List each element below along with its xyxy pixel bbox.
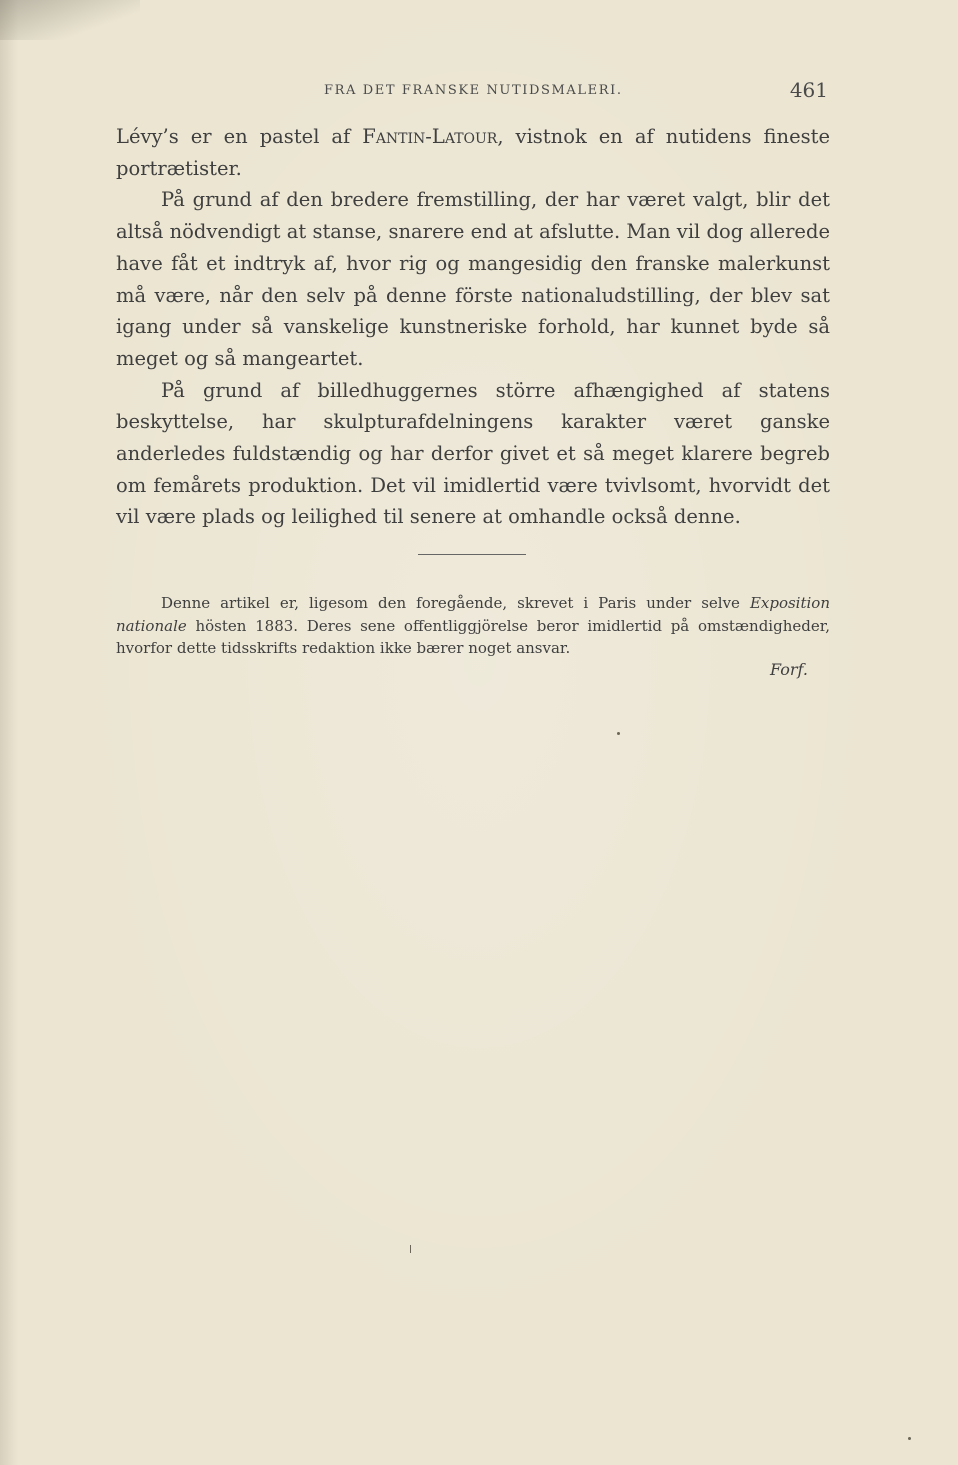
page-header <box>116 80 830 104</box>
page-number: 461 <box>789 78 828 102</box>
body-text <box>116 121 830 533</box>
author-signature: Forf. <box>770 660 808 679</box>
paragraph-2: På grund af den bredere fremstilling, der har været valgt, blir det altså nödvendigt at stanse, snarere end at afslutte. Man vil dog allerede have fåt et indtryk af, hvor rig og mangesidig den franske malerkunst må være, når den selv på denne förste nationaludstilling, der blev sat igang under så vanskelige kunstneriske forhold, har kunnet byde så meget og så mangeartet. <box>116 188 830 370</box>
running-title: FRA DET FRANSKE NUTIDSMALERI. <box>324 83 623 98</box>
footnote-italic: Exposition nationale <box>116 594 830 635</box>
paper-speck <box>908 1437 911 1440</box>
artist-name: Fantin-Latour <box>362 125 498 148</box>
paragraph-1-end: , vistnok en af nutidens fineste portrætister. <box>116 125 830 180</box>
paragraph-3: På grund af billedhuggernes större afhængighed af statens beskyttelse, har skulpturafdelningens karakter været ganske anderledes fuldstændig og har derfor givet et så meget klarere begreb om femårets produktion. Det vil imidlertid være tvivlsomt, hvorvidt det vil være plads og leilighed til senere at omhandle också denne. <box>116 378 830 529</box>
footnote-end: hösten 1883. Deres sene offentliggjörelse beror imidlertid på omstændigheder, hvorfor dette tidsskrifts redaktion ikke bærer noget ansvar. <box>116 616 830 657</box>
paper-speck <box>617 732 620 735</box>
footnote <box>116 592 830 660</box>
paper-speck <box>410 1245 411 1253</box>
footnote-start: Denne artikel er, ligesom den foregående, skrevet i Paris under selve <box>161 594 750 612</box>
separator-rule <box>418 554 526 555</box>
paragraph-1 <box>116 121 830 184</box>
paragraph-1-start: Lévy’s er en pastel af <box>116 125 363 148</box>
corner-shadow <box>0 0 140 40</box>
